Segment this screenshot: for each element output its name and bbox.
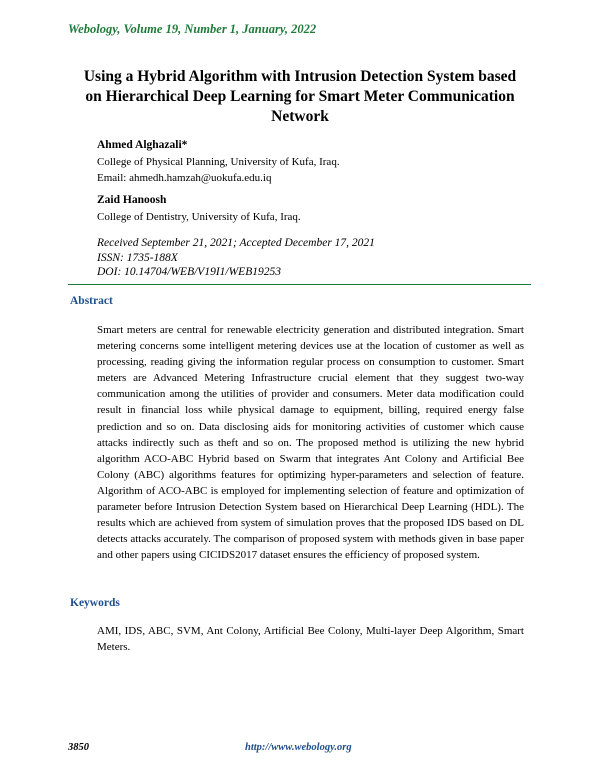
- page-number: 3850: [68, 742, 89, 753]
- author-email: Email: ahmedh.hamzah@uokufa.edu.iq: [97, 172, 272, 184]
- title-line: Using a Hybrid Algorithm with Intrusion Detection System based: [83, 68, 517, 85]
- author-affiliation: College of Dentistry, University of Kufa, Iraq.: [97, 211, 301, 223]
- keywords-heading: Keywords: [70, 597, 120, 609]
- author-block: [97, 139, 340, 186]
- doi: DOI: 10.14704/WEB/V19I1/WEB19253: [97, 266, 281, 278]
- issn: ISSN: 1735-188X: [97, 251, 178, 264]
- divider: [68, 284, 531, 285]
- article-meta: [97, 236, 375, 280]
- author-name: Zaid Hanoosh: [97, 194, 167, 206]
- abstract-heading: Abstract: [70, 295, 113, 307]
- abstract-text: Smart meters are central for renewable electricity generation and distributed integration. Smart metering concerns some intelligent metering devices use at the location of customer as well as processing, reading giving the information regular process on consumption to customer. Smart meters are Advanced Metering Infrastructure crucial element that they suggest two-way communication among the utilities of provider and consumers. Meter data modification could result in financial loss while physical damage to equipment, billing, required energy false prediction and so on. Data disclosing aids for monitoring activities of customer which cause attacks indirectly such as theft and so on. The proposed method is utilizing the new hybrid algorithm ACO-ABC Hybrid based on Swarm that integrates Ant Colony and Artificial Bee Colony (ABC) algorithms features for optimizing hyper-parameters and selection of feature. Algorithm of ACO-ABC is employed for implementing selection of feature and optimization of parameter before Intrusion Detection System based on Hierarchical Deep Learning (HDL). The results which are achieved from system of simulation proves that the proposed IDS based on DL detects attacks accurately. The comparison of proposed system with methods given in base paper and other papers using CICIDS2017 dataset ensures the efficiency of proposed system.: [97, 324, 524, 562]
- author-block: [97, 194, 301, 225]
- received-dates: Received September 21, 2021; Accepted December 17, 2021: [97, 237, 375, 249]
- title-line: Network: [271, 108, 329, 125]
- author-affiliation: College of Physical Planning, University of Kufa, Iraq.: [97, 156, 340, 168]
- footer-link[interactable]: http://www.webology.org: [245, 742, 352, 753]
- author-name: Ahmed Alghazali*: [97, 139, 188, 151]
- paper-title: [60, 67, 540, 127]
- title-line: on Hierarchical Deep Learning for Smart Meter Communication: [85, 88, 515, 105]
- journal-header: Webology, Volume 19, Number 1, January, 2022: [68, 22, 317, 36]
- keywords-text: AMI, IDS, ABC, SVM, Ant Colony, Artificial Bee Colony, Multi-layer Deep Algorithm, Smart Meters.: [97, 625, 524, 654]
